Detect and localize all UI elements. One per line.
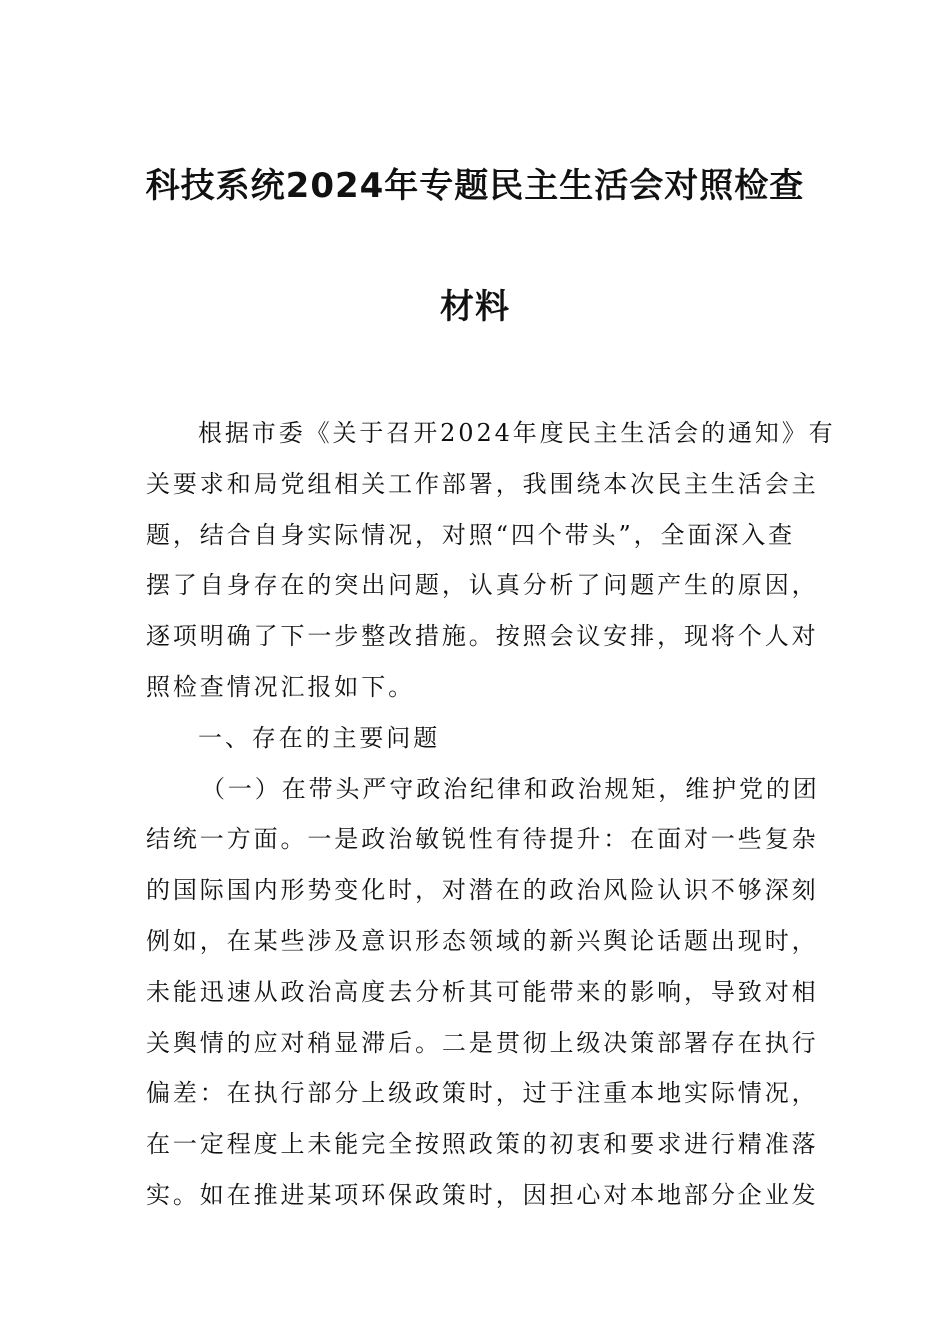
paragraph-line: 照检查情况汇报如下。 xyxy=(146,672,415,701)
section-heading: 一、存在的主要问题 xyxy=(198,723,441,752)
paragraph-line: 逐项明确了下一步整改措施。按照会议安排，现将个人对 xyxy=(146,622,819,651)
paragraph-line: 在一定程度上未能完全按照政策的初衷和要求进行精准落 xyxy=(146,1130,819,1159)
document-title-continued: 材料 xyxy=(440,287,510,327)
paragraph-line: 关要求和局党组相关工作部署，我围绕本次民主生活会主 xyxy=(146,469,819,498)
paragraph-line: 例如，在某些涉及意识形态领域的新兴舆论话题出现时， xyxy=(146,926,819,955)
paragraph-line: 实。如在推进某项环保政策时，因担心对本地部分企业发 xyxy=(146,1180,819,1209)
paragraph-line: 摆了自身存在的突出问题，认真分析了问题产生的原因， xyxy=(146,571,819,600)
paragraph-line: 题，结合自身实际情况，对照“四个带头”，全面深入查 xyxy=(146,520,796,549)
document-body xyxy=(146,408,836,1221)
paragraph-line: 根据市委《关于召开2024年度民主生活会的通知》有 xyxy=(198,419,836,447)
paragraph-line: 偏差：在执行部分上级政策时，过于注重本地实际情况， xyxy=(146,1079,819,1108)
document-title: 科技系统2024年专题民主生活会对照检查 xyxy=(145,166,805,206)
paragraph-line: 的国际国内形势变化时，对潜在的政治风险认识不够深刻 xyxy=(146,876,819,905)
paragraph-line: 结统一方面。一是政治敏锐性有待提升：在面对一些复杂 xyxy=(146,825,819,854)
subsection-line: （一）在带头严守政治纪律和政治规矩，维护党的团 xyxy=(201,774,820,803)
paragraph-line: 关舆情的应对稍显滞后。二是贯彻上级决策部署存在执行 xyxy=(146,1028,819,1057)
paragraph-line: 未能迅速从政治高度去分析其可能带来的影响，导致对相 xyxy=(146,977,819,1006)
